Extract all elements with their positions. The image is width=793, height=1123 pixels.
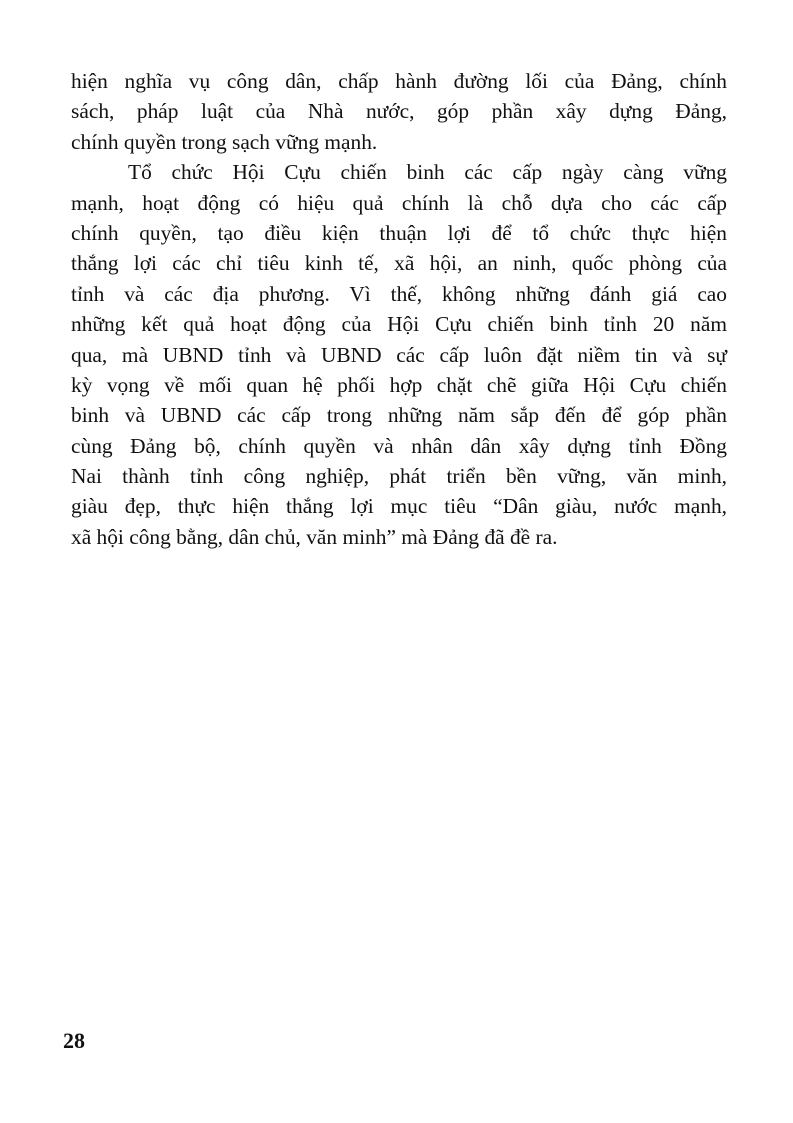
text-line: kỳ vọng về mối quan hệ phối hợp chặt chẽ giữa Hội Cựu chiến bbox=[71, 372, 727, 397]
text-line: thắng lợi các chỉ tiêu kinh tế, xã hội, an ninh, quốc phòng của bbox=[71, 251, 727, 276]
text-line: binh và UBND các cấp trong những năm sắp đến để góp phần bbox=[71, 403, 727, 428]
page-number: 28 bbox=[63, 1028, 85, 1053]
body-text bbox=[71, 66, 727, 552]
text-line: sách, pháp luật của Nhà nước, góp phần xây dựng Đảng, bbox=[71, 99, 727, 124]
text-line: mạnh, hoạt động có hiệu quả chính là chỗ dựa cho các cấp bbox=[71, 190, 727, 215]
text-line: Tổ chức Hội Cựu chiến binh các cấp ngày càng vững bbox=[128, 160, 727, 185]
text-line: qua, mà UBND tỉnh và UBND các cấp luôn đặt niềm tin và sự bbox=[71, 342, 727, 367]
text-line: những kết quả hoạt động của Hội Cựu chiến binh tỉnh 20 năm bbox=[71, 312, 727, 337]
text-line: chính quyền, tạo điều kiện thuận lợi để tổ chức thực hiện bbox=[71, 220, 727, 245]
text-line: hiện nghĩa vụ công dân, chấp hành đường lối của Đảng, chính bbox=[71, 69, 727, 93]
text-line: cùng Đảng bộ, chính quyền và nhân dân xây dựng tỉnh Đồng bbox=[71, 433, 727, 458]
text-line: tỉnh và các địa phương. Vì thế, không những đánh giá cao bbox=[71, 281, 727, 306]
text-line: giàu đẹp, thực hiện thắng lợi mục tiêu “Dân giàu, nước mạnh, bbox=[71, 494, 727, 519]
text-line: xã hội công bằng, dân chủ, văn minh” mà Đảng đã đề ra. bbox=[71, 524, 558, 549]
text-line: chính quyền trong sạch vững mạnh. bbox=[71, 129, 378, 154]
text-line: Nai thành tỉnh công nghiệp, phát triển bền vững, văn minh, bbox=[71, 464, 727, 489]
paragraph-1 bbox=[71, 66, 727, 157]
paragraph-2 bbox=[71, 157, 727, 552]
